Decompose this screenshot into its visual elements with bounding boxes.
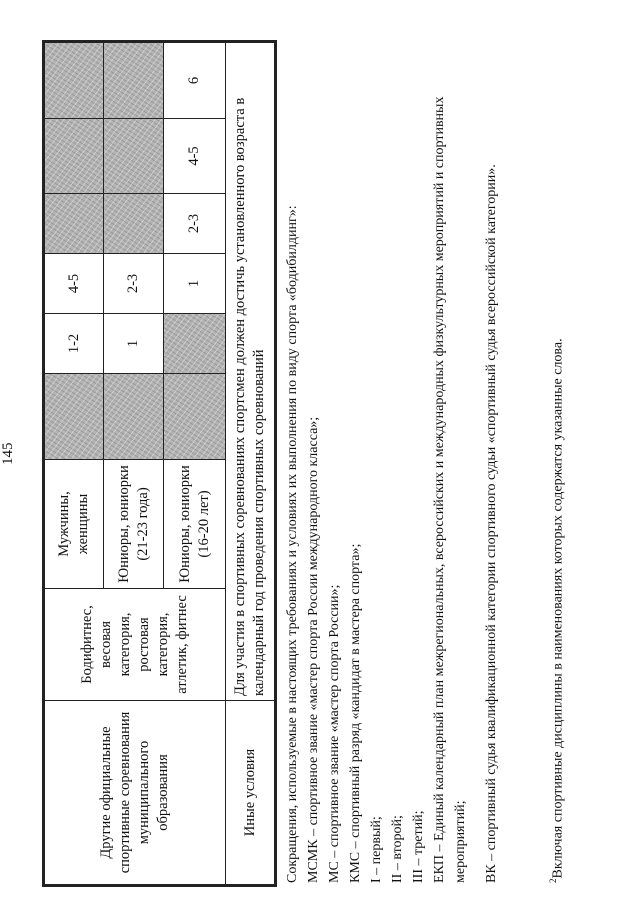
- rank-cell: [104, 42, 164, 119]
- abbreviation-line: МСМК – спортивное звание «мастер спорта России международного класса»;: [306, 416, 321, 883]
- other-conditions-label: Иные условия: [226, 701, 276, 886]
- abbreviation-line: ЕКП – Единый календарный план межрегиональных, всероссийских и международных физкультурных мероприятий и спортивных мероприятий;: [432, 96, 468, 883]
- footnote: [548, 338, 567, 883]
- rank-cell: [44, 194, 104, 254]
- other-conditions-text: Для участия в спортивных соревнованиях спортсмен должен достичь установленного возраста в календарный год проведения спортивных соревнований: [226, 42, 276, 701]
- other-conditions-row: [226, 42, 276, 886]
- rank-cell: [44, 119, 104, 194]
- discipline-cell: Бодифитнес, весовая категория, ростовая категория, атлетик, фитнес: [44, 589, 226, 701]
- age-group-cell: Юниоры, юниорки (21-23 года): [104, 460, 164, 589]
- abbreviation-line: КМС – спортивный разряд «кандидат в мастера спорта»;: [348, 543, 363, 883]
- competition-level-cell: Другие официальные спортивные соревнования муниципального образования: [44, 701, 226, 886]
- age-group-cell: Мужчины, женщины: [44, 460, 104, 589]
- age-group-cell: Юниоры, юниорки (16-20 лет): [164, 460, 226, 589]
- abbreviation-line: МС – спортивное звание «мастер спорта России»;: [327, 584, 342, 883]
- rank-cell: [104, 194, 164, 254]
- rank-cell: [104, 374, 164, 460]
- rank-cell: [164, 374, 226, 460]
- footnote-marker: 2: [548, 878, 558, 883]
- rank-cell: [44, 374, 104, 460]
- table-row: [44, 42, 104, 886]
- rank-cell: 1: [164, 254, 226, 314]
- rank-cell: [104, 119, 164, 194]
- abbreviations: [282, 23, 502, 883]
- rank-cell: 6: [164, 42, 226, 119]
- rank-cell: [44, 42, 104, 119]
- abbreviations-intro: Сокращения, используемые в настоящих требованиях и условиях их выполнения по виду спорта «бодибилдинг»:: [285, 205, 300, 883]
- page-number: 145: [0, 442, 16, 465]
- abbreviation-line: I – первый;: [369, 816, 384, 883]
- abbreviation-line: ВК – спортивный судья квалификационной категории спортивного судьи «спортивный судья всероссийской категории».: [484, 164, 499, 883]
- abbreviation-line: II – второй;: [390, 815, 405, 883]
- rank-cell: 4-5: [164, 119, 226, 194]
- rank-cell: [164, 314, 226, 374]
- rank-cell: 1-2: [44, 314, 104, 374]
- footnote-text: Включая спортивные дисциплины в наименованиях которых содержатся указанные слова.: [550, 338, 566, 879]
- abbreviation-line: III – третий;: [411, 810, 426, 883]
- rank-cell: 1: [104, 314, 164, 374]
- rank-cell: 2-3: [104, 254, 164, 314]
- requirements-table: [42, 40, 277, 887]
- rank-cell: 4-5: [44, 254, 104, 314]
- rank-cell: 2-3: [164, 194, 226, 254]
